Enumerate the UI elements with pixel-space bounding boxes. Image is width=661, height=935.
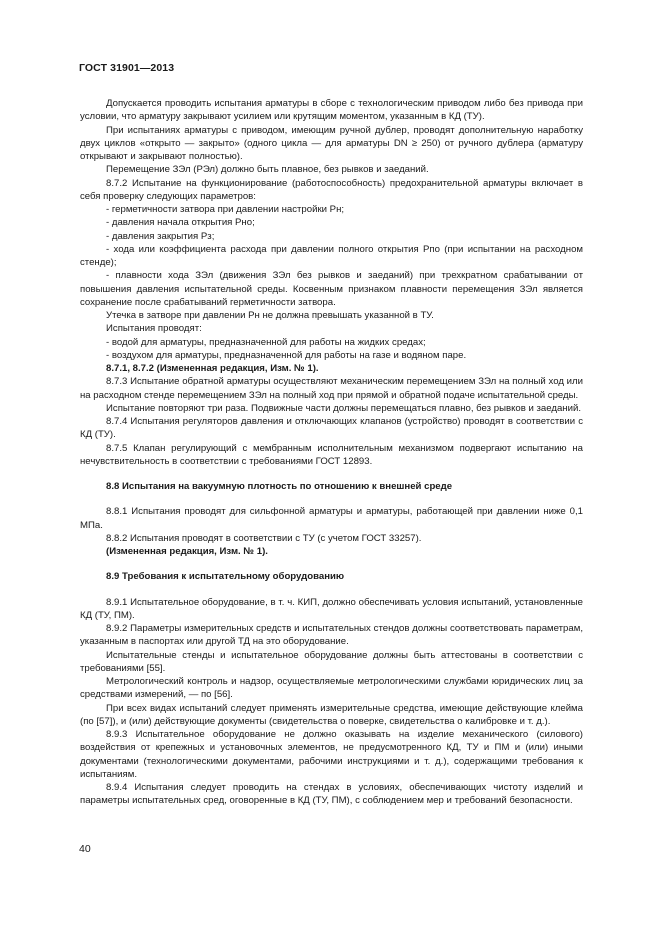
list-item: - плавности хода ЗЭл (движения ЗЭл без рывков и заеданий) при трехкратном срабатывании от повышения давления испытательной среды. Косвенным признаком плавности перемещения ЗЭл является сохранение после срабатываний герметичности затвора. (80, 270, 583, 308)
paragraph: Перемещение ЗЭл (РЭл) должно быть плавное, без рывков и заеданий. (106, 164, 429, 176)
paragraph: 8.9.2 Параметры измерительных средств и испытательных стендов должны соответствовать параметрам, указанным в паспортах или другой ТД на это оборудование. (80, 623, 583, 648)
paragraph: 8.7.3 Испытание обратной арматуры осуществляют механическим перемещением ЗЭл на полный ход или на расходном стенде перемещением ЗЭл на полный ход при прямой и обратной подаче испытательной среды. (80, 376, 583, 401)
paragraph: 8.7.5 Клапан регулирующий с мембранным исполнительным механизмом подвергают испытанию на нечувствительность в соответствии с требованиями ГОСТ 12893. (80, 442, 583, 467)
paragraph: 8.9.1 Испытательное оборудование, в т. ч. КИП, должно обеспечивать условия испытаний, установленные КД (ТУ, ПМ). (80, 596, 583, 621)
page-number: 40 (79, 843, 91, 855)
paragraph: 8.8.2 Испытания проводят в соответствии с ТУ (с учетом ГОСТ 33257). (106, 532, 422, 544)
amendment-note: (Измененная редакция, Изм. № 1). (106, 546, 268, 557)
paragraph: 8.9.4 Испытания следует проводить на стендах в условиях, обеспечивающих чистоту изделий и параметры испытательных сред, оговоренные в КД (ТУ, ПМ), с соблюдением мер и требований безопасности. (80, 782, 583, 807)
list-item: - хода или коэффициента расхода при давлении полного открытия Pпо (при испытании на расходном стенде); (80, 243, 583, 268)
list-item: - герметичности затвора при давлении настройки Pн; (106, 204, 345, 215)
list-item: - давления закрытия Pз; (106, 230, 215, 242)
paragraph: Испытание повторяют три раза. Подвижные части должны перемещаться плавно, без рывков и заеданий. (106, 402, 581, 414)
section-heading: 8.9 Требования к испытательному оборудованию (106, 571, 345, 583)
paragraph: 8.9.3 Испытательное оборудование не должно оказывать на изделие механического (силового) воздействия от крепежных и установочных элементов, не предусмотренного КД, ТУ и ПМ и (или) иными документами (технологическими документами, рабочими инструкциями и т. д.), содержащими требования к испытаниям. (80, 729, 583, 780)
paragraph: 8.7.2 Испытание на функционирование (работоспособность) предохранительной арматуры включает в себя проверку следующих параметров: (80, 177, 583, 202)
paragraph: Допускается проводить испытания арматуры в сборе с технологическим приводом либо без привода при условии, что арматуру закрывают усилием или крутящим моментом, указанным в КД (ТУ). (80, 98, 583, 123)
paragraph: При испытаниях арматуры с приводом, имеющим ручной дублер, проводят дополнительную наработку двух циклов «открыто — закрыто» (одного цикла — для арматуры DN ≥ 250) от ручного дублера (арматуру открывают и закрывают полностью). (80, 124, 583, 162)
paragraph: 8.7.4 Испытания регуляторов давления и отключающих клапанов (устройство) проводят в соответствии с КД (ТУ). (80, 416, 583, 441)
paragraph: Испытания проводят: (106, 323, 202, 335)
list-item: - водой для арматуры, предназначенной для работы на жидких средах; (106, 336, 426, 348)
paragraph: Метрологический контроль и надзор, осуществляемые метрологическими службами юридических лиц за средствами измерений, — по [56]. (80, 676, 583, 701)
paragraph: 8.8.1 Испытания проводят для сильфонной арматуры и арматуры, работающей при давлении ниже 0,1 МПа. (80, 506, 583, 531)
section-heading: 8.8 Испытания на вакуумную плотность по отношению к внешней среде (106, 481, 453, 492)
standard-header: ГОСТ 31901—2013 (79, 62, 175, 74)
amendment-note: 8.7.1, 8.7.2 (Измененная редакция, Изм. № 1). (106, 363, 319, 374)
paragraph: При всех видах испытаний следует применять измерительные средства, имеющие действующие клейма (по [57]), и (или) действующие документы (свидетельства о поверке, свидетельства о калибровке и т. д.). (80, 702, 583, 727)
paragraph: Испытательные стенды и испытательное оборудование должны быть аттестованы в соответствии с требованиями [55]. (80, 649, 583, 674)
paragraph: Утечка в затворе при давлении Pн не должна превышать указанной в ТУ. (106, 310, 434, 321)
list-item: - воздухом для арматуры, предназначенной для работы на газе и водяном паре. (106, 349, 467, 361)
list-item: - давления начала открытия Pно; (106, 217, 255, 229)
document-body (80, 97, 583, 808)
